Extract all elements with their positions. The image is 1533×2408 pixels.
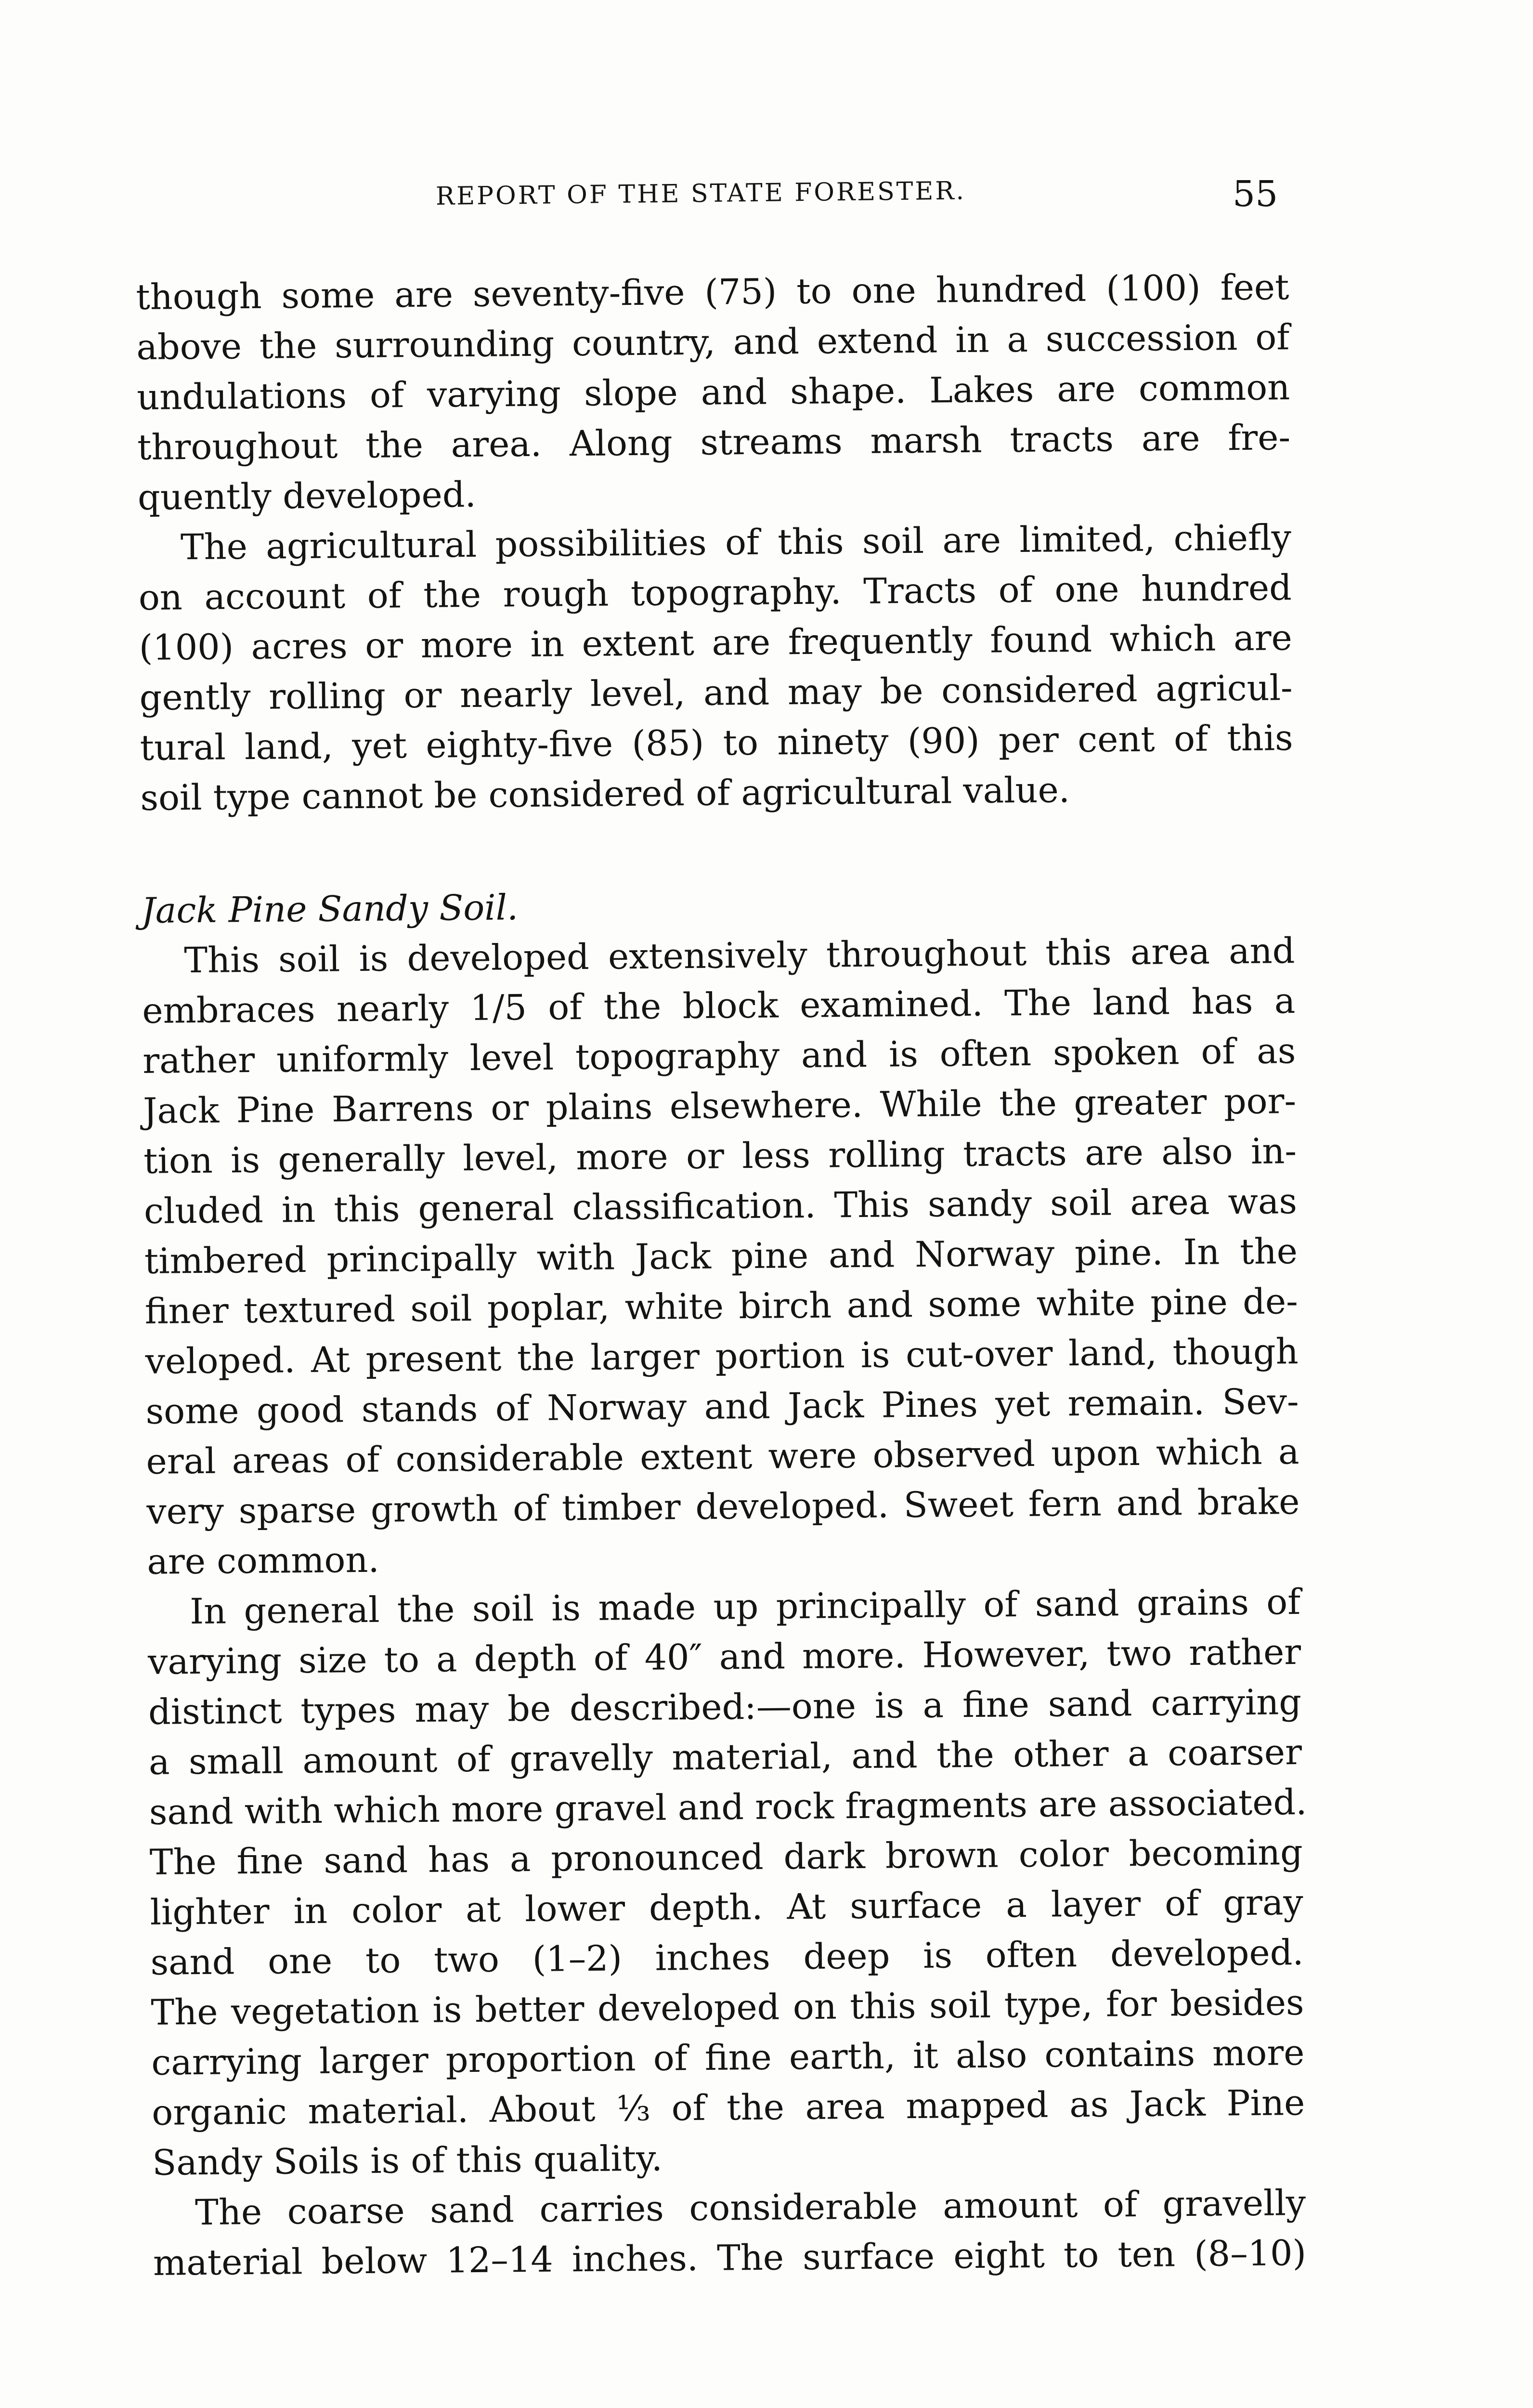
text-line: a small amount of gravelly material, and the other a coarser bbox=[148, 1731, 1302, 1783]
text-line: embraces nearly 1/5 of the block examined. The land has a bbox=[142, 981, 1296, 1032]
text-line: gently rolling or nearly level, and may be considered agricul- bbox=[139, 667, 1293, 719]
text-line: timbered principally with Jack pine and Norway pine. In the bbox=[144, 1231, 1298, 1282]
text-line: some good stands of Norway and Jack Pines yet remain. Sev- bbox=[145, 1381, 1299, 1432]
text-line: Sandy Soils is of this quality. bbox=[152, 2138, 663, 2184]
running-head: REPORT OF THE STATE FORESTER. bbox=[435, 176, 966, 211]
text-line: sand one to two (1–2) inches deep is often developed. bbox=[150, 1932, 1304, 1983]
section-heading: Jack Pine Sandy Soil. bbox=[141, 887, 519, 931]
text-line: (100) acres or more in extent are frequently found which are bbox=[139, 617, 1293, 668]
text-line: lighter in color at lower depth. At surface a layer of gray bbox=[150, 1882, 1303, 1933]
text-line: though some are seventy-five (75) to one hundred (100) feet bbox=[136, 267, 1289, 318]
paragraph-agricultural-possibilities bbox=[138, 513, 1294, 824]
text-line: Jack Pine Barrens or plains elsewhere. While the greater por- bbox=[143, 1081, 1297, 1132]
page-number: 55 bbox=[1233, 173, 1278, 215]
paragraph-coarse-sand bbox=[153, 2178, 1307, 2289]
text-line: on account of the rough topography. Tracts of one hundred bbox=[138, 567, 1292, 618]
text-line: veloped. At present the larger portion is cut-over land, though bbox=[145, 1331, 1299, 1382]
text-line: tion is generally level, more or less rolling tracts are also in- bbox=[143, 1131, 1297, 1182]
text-line: carrying larger proportion of fine earth, it also contains more bbox=[151, 2032, 1305, 2083]
text-line: tural land, yet eighty-five (85) to ninety (90) per cent of this bbox=[140, 718, 1293, 769]
text-line: undulations of varying slope and shape. Lakes are common bbox=[136, 367, 1290, 418]
text-line: organic material. About ⅓ of the area mapped as Jack Pine bbox=[151, 2082, 1305, 2133]
text-line: sand with which more gravel and rock fragments are associated. bbox=[149, 1781, 1307, 1833]
paragraph-jack-pine-description bbox=[142, 926, 1300, 1587]
text-line: cluded in this general classification. This sandy soil area was bbox=[143, 1181, 1298, 1232]
text-line: throughout the area. Along streams marsh tracts are fre- bbox=[137, 417, 1291, 468]
page-body bbox=[136, 262, 1306, 2289]
text-line: material below 12–14 inches. The surface eight to ten (8–10) bbox=[153, 2232, 1307, 2284]
text-line: above the surrounding country, and extend in a succession of bbox=[136, 317, 1290, 368]
text-line: distinct types may be described:—one is a fine sand carrying bbox=[148, 1681, 1302, 1733]
text-line: In general the soil is made up principally of sand grains of bbox=[189, 1581, 1301, 1633]
text-line: eral areas of considerable extent were observed upon which a bbox=[146, 1431, 1299, 1482]
paragraph-soil-composition bbox=[147, 1577, 1306, 2188]
text-line: This soil is developed extensively throughout this area and bbox=[184, 930, 1295, 982]
text-line: rather uniformly level topography and is often spoken of as bbox=[142, 1031, 1296, 1082]
text-line: The coarse sand carries considerable amount of gravelly bbox=[195, 2182, 1306, 2234]
section-spacer bbox=[141, 813, 1294, 886]
text-line: finer textured soil poplar, white birch and some white pine de- bbox=[144, 1281, 1299, 1332]
text-line: varying size to a depth of 40″ and more. However, two rather bbox=[147, 1631, 1301, 1683]
text-line: very sparse growth of timber developed. Sweet fern and brake bbox=[146, 1481, 1300, 1532]
text-line: The vegetation is better developed on this soil type, for besides bbox=[151, 1982, 1304, 2033]
text-line: soil type cannot be considered of agricultural value. bbox=[140, 770, 1070, 819]
text-line: are common. bbox=[146, 1539, 379, 1583]
text-line: The fine sand has a pronounced dark brown color becoming bbox=[149, 1832, 1303, 1883]
paragraph-continuation bbox=[136, 262, 1291, 523]
text-line: The agricultural possibilities of this soil are limited, chiefly bbox=[180, 517, 1292, 568]
text-line: quently developed. bbox=[137, 474, 477, 518]
